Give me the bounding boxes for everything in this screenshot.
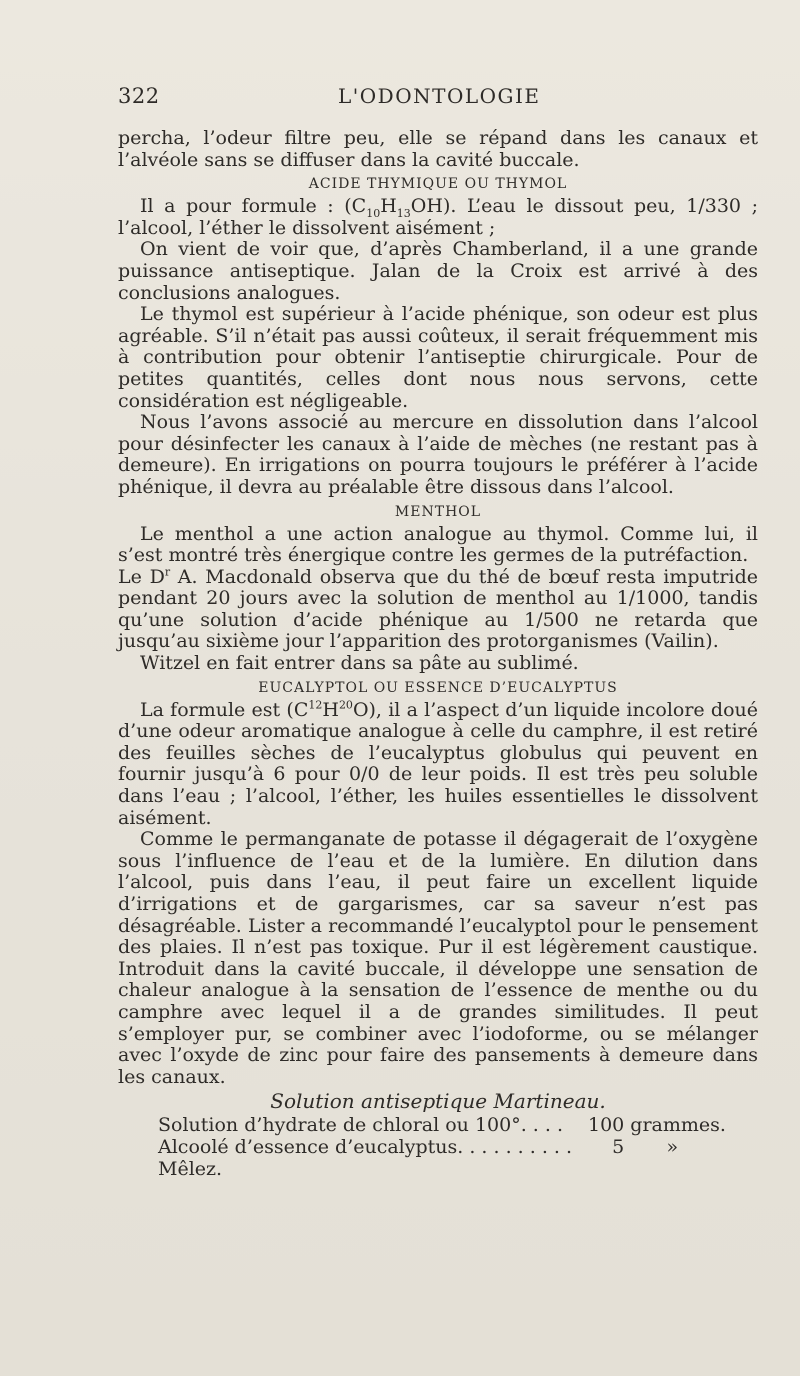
formula-row xyxy=(158,1115,724,1137)
paragraph-menthol-macdonald xyxy=(118,567,758,653)
formula-closing: Mêlez. xyxy=(158,1157,223,1180)
subscript: 13 xyxy=(396,206,411,220)
formula-row xyxy=(158,1137,724,1159)
paragraph-eucalyptol-formula xyxy=(118,700,758,830)
formula-amount: 5 » xyxy=(588,1135,679,1158)
paragraph-menthol-action: Le menthol a une action analogue au thymol. Comme lui, il s’est montré très énergique contre les germes de la putréfaction. xyxy=(118,522,758,567)
subscript: 10 xyxy=(366,206,381,220)
text-fragment: O), il a l’aspect d’un liquide incolore doué d’une odeur aromatique analogue à celle du camphre, il est retiré des feuilles sèches de l’eucalyptus globulus qui peuvent en fournir jusqu’à 6 pour 0/0 de leur poids. Il est très peu soluble dans l’eau ; l’alcool, l’éther, les huiles essentielles le dissolvent aisément. xyxy=(118,698,758,829)
paragraph-thymol-antiseptic: On vient de voir que, d’après Chamberland, il a une grande puissance antiseptique. Jalan de la Croix est arrivé à des conclusions analogues. xyxy=(118,238,758,304)
formula-amount: 100 grammes. xyxy=(588,1114,726,1137)
text-fragment: Il a pour formule : (C xyxy=(140,195,367,218)
text-fragment: La formule est (C xyxy=(140,698,309,721)
text-fragment: H xyxy=(380,195,397,218)
formula-ingredient: Alcoolé d’essence d’eucalyptus. . . . . . . . . . xyxy=(158,1135,573,1158)
superscript: 20 xyxy=(338,698,353,712)
page-header xyxy=(118,84,758,110)
page-number: 322 xyxy=(118,84,160,108)
formula-ingredient: Solution d’hydrate de chloral ou 100°. . . . xyxy=(158,1114,563,1137)
superscript: 12 xyxy=(308,698,323,712)
superscript: r xyxy=(164,565,171,579)
body-text xyxy=(118,128,758,1180)
paragraph-menthol-witzel: Witzel en fait entrer dans sa pâte au sublimé. xyxy=(140,652,579,675)
section-title-thymol: ACIDE THYMIQUE OU THYMOL xyxy=(308,176,568,193)
paragraph-eucalyptol-properties: Comme le permanganate de potasse il dégagerait de l’oxygène sous l’influence de l’eau et de la lumière. En dilution dans l’alcool, puis dans l’eau, il peut faire un excellent liquide d’irrigations et de gargarismes, car sa saveur n’est pas désagréable. Lister a recommandé l’eucalyptol pour le pensement des plaies. Il n’est pas toxique. Pur il est légèrement caustique. Introduit dans la cavité buccale, il développe une sensation de chaleur analogue à la sensation de l’essence de menthe ou du camphre avec lequel il a de grandes similitudes. Il peut s’employer pur, se combiner avec l’iodoforme, ou se mélanger avec l’oxyde de zinc pour faire des pansements à demeure dans les canaux. xyxy=(118,828,758,1088)
text-fragment: Le D xyxy=(118,565,165,588)
formula-title: Solution antiseptique Martineau. xyxy=(270,1089,606,1114)
running-title: L'ODONTOLOGIE xyxy=(338,84,541,108)
paragraph-thymol-formula xyxy=(118,196,758,239)
paragraph-thymol-usage: Nous l’avons associé au mercure en dissolution dans l’alcool pour désinfecter les canaux à l’aide de mèches (ne restant pas à demeure). En irrigations on pourra toujours le préférer à l’acide phénique, il devra au préalable être dissous dans l’alcool. xyxy=(118,411,758,498)
text-fragment: A. Macdonald observa que du thé de bœuf resta imputride pendant 20 jours avec la solution de menthol au 1/1000, tandis qu’une solution d’acide phénique au 1/500 ne retarda que jusqu’au sixième jour l’apparition des protorganismes (Vailin). xyxy=(118,565,758,653)
paragraph-intro: percha, l’odeur filtre peu, elle se répand dans les canaux et l’alvéole sans se diffuser dans la cavité buccale. xyxy=(118,127,758,171)
text-fragment: OH). L’eau le dissout peu, 1/330 ; l’alcool, l’éther le dissolvent aisément ; xyxy=(118,195,758,239)
text-fragment: H xyxy=(322,698,339,721)
paragraph-thymol-comparison: Le thymol est supérieur à l’acide phénique, son odeur est plus agréable. S’il n’était pas aussi coûteux, il serait fréquemment mis à contribution pour obtenir l’antiseptie chirurgicale. Pour de petites quantités, celles dont nous nous servons, cette considération est négligeable. xyxy=(118,303,758,412)
section-title-menthol: MENTHOL xyxy=(394,503,482,520)
section-title-eucalyptol: EUCALYPTOL OU ESSENCE D’EUCALYPTUS xyxy=(258,679,618,696)
formula-table xyxy=(158,1115,724,1158)
